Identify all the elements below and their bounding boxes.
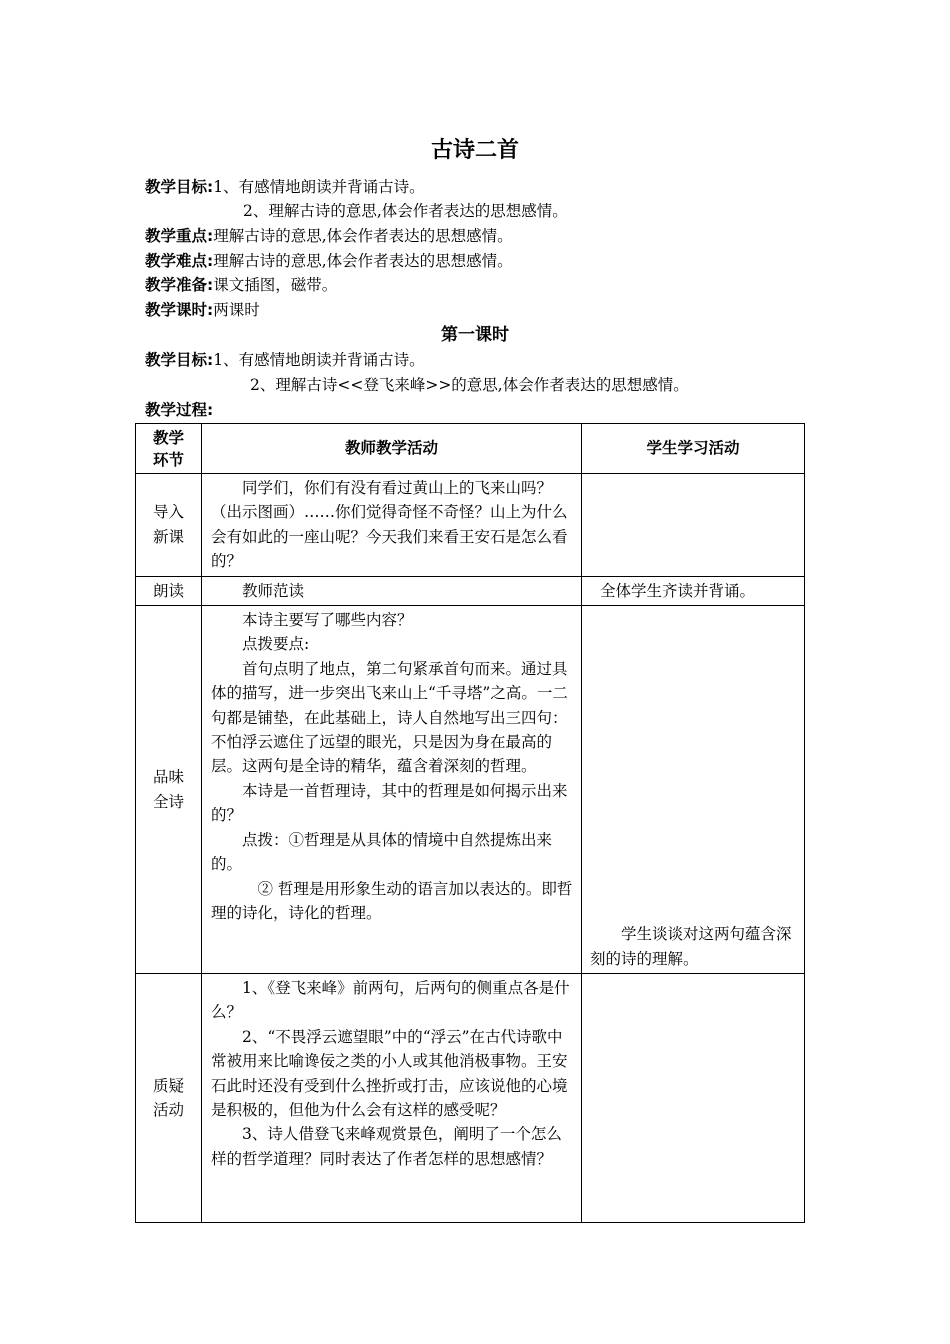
- process-label: 教学过程:: [145, 401, 214, 419]
- teacher-paragraph: 3、诗人借登飞来峰观赏景色，阐明了一个怎么样的哲学道理？同时表达了作者怎样的思想感情？: [211, 1125, 562, 1168]
- row-teacher-activity: [202, 606, 582, 974]
- lesson-process-table: [135, 423, 805, 1223]
- teacher-paragraph: 2、“不畏浮云遮望眼”中的“浮云”在古代诗歌中常被用来比喻谗佞之类的小人或其他消极事物。王安石此时还没有受到什么挫折或打击，应该说他的心境是积极的，但他为什么会有这样的感受呢？: [211, 1027, 568, 1120]
- header-section: [136, 424, 202, 474]
- student-text: 学生谈谈对这两句蕴含深刻的诗的理解。: [590, 925, 792, 968]
- table-header-row: [136, 424, 805, 474]
- difficulty-line: [145, 249, 513, 273]
- objective-text-1: 1、有感情地朗读并背诵古诗。: [213, 178, 425, 196]
- table-row: [136, 606, 805, 974]
- section-line-1: 质疑: [152, 1076, 184, 1095]
- process-label-line: [145, 398, 213, 422]
- section-line-1: 品味: [152, 768, 184, 787]
- periods-line: [145, 298, 260, 322]
- teacher-paragraph: 本诗是一首哲理诗，其中的哲理是如何揭示出来的？: [211, 781, 568, 825]
- section-line-2: 活动: [152, 1101, 184, 1120]
- lesson-title: 第一课时: [441, 325, 509, 345]
- row-teacher-activity: [202, 974, 582, 1223]
- teacher-paragraph: 首句点明了地点，第二句紧承首句而来。通过具体的描写，进一步突出飞来山上“千寻塔”之高。一二句都是铺垫，在此基础上，诗人自然地写出三四句：不怕浮云遮住了远望的眼光，只是因为身在最高的层。这两句是全诗的精华，蕴含着深刻的哲理。: [211, 659, 568, 776]
- header-teacher: 教师教学活动: [202, 424, 582, 474]
- lesson-goal-line-2: [250, 373, 689, 397]
- teacher-paragraph: 点拨要点:: [242, 635, 310, 654]
- teacher-paragraph: 1、《登飞来峰》前两句，后两句的侧重点各是什么？: [211, 979, 570, 1022]
- header-student: 学生学习活动: [582, 424, 805, 474]
- objective-line-2: [243, 199, 568, 223]
- section-line-1: 导入: [152, 503, 184, 522]
- teacher-paragraph: 同学们，你们有没有看过黄山上的飞来山吗？（出示图画）……你们觉得奇怪不奇怪？山上为什么会有如此的一座山呢？今天我们来看王安石是怎么看的？: [211, 479, 568, 571]
- difficulty-text: 理解古诗的意思,体会作者表达的思想感情。: [213, 252, 513, 270]
- section-line-2: 新课: [152, 527, 184, 546]
- row-section: [136, 474, 202, 577]
- table-row: [136, 974, 805, 1223]
- row-student-activity: [582, 974, 805, 1223]
- row-student-activity: [582, 474, 805, 577]
- student-text: 全体学生齐读并背诵。: [600, 581, 756, 600]
- row-teacher-activity: [202, 576, 582, 605]
- periods-text: 两课时: [213, 301, 260, 319]
- teacher-paragraph: 本诗主要写了哪些内容？: [242, 611, 413, 630]
- preparation-label: 教学准备:: [145, 276, 214, 294]
- preparation-line: [145, 273, 337, 297]
- table-row: [136, 474, 805, 577]
- row-section: 朗读: [136, 576, 202, 605]
- objective-line-1: [145, 175, 425, 199]
- row-teacher-activity: [202, 474, 582, 577]
- document-title: 古诗二首: [430, 138, 519, 163]
- lesson-goal-line-1: [145, 348, 425, 372]
- teacher-paragraph: 教师范读: [242, 581, 305, 600]
- row-student-activity: [582, 576, 805, 605]
- preparation-text: 课文插图，磁带。: [213, 276, 338, 294]
- objective-text-2: 2、理解古诗的意思,体会作者表达的思想感情。: [243, 202, 568, 220]
- table-row: [136, 576, 805, 605]
- periods-label: 教学课时:: [145, 301, 214, 319]
- teacher-paragraph: ② 哲理是用形象生动的语言加以表达的。即哲理的诗化，诗化的哲理。: [211, 879, 573, 922]
- difficulty-label: 教学难点:: [145, 252, 214, 270]
- key-point-text: 理解古诗的意思,体会作者表达的思想感情。: [213, 227, 513, 245]
- row-section: [136, 606, 202, 974]
- header-section-line-2: 环节: [152, 450, 184, 469]
- key-point-label: 教学重点:: [145, 227, 214, 245]
- lesson-goal-text-2: 2、理解古诗<<登飞来峰>>的意思,体会作者表达的思想感情。: [250, 376, 689, 394]
- section-line-2: 全诗: [152, 792, 184, 811]
- row-section: [136, 974, 202, 1223]
- header-section-line-1: 教学: [152, 428, 184, 447]
- objective-label: 教学目标:: [145, 178, 214, 196]
- key-point-line: [145, 224, 513, 248]
- row-student-activity: [582, 606, 805, 974]
- lesson-goal-text-1: 1、有感情地朗读并背诵古诗。: [213, 351, 425, 369]
- teacher-paragraph: 点拨：①哲理是从具体的情境中自然提炼出来的。: [211, 830, 553, 874]
- lesson-goal-label: 教学目标:: [145, 351, 214, 369]
